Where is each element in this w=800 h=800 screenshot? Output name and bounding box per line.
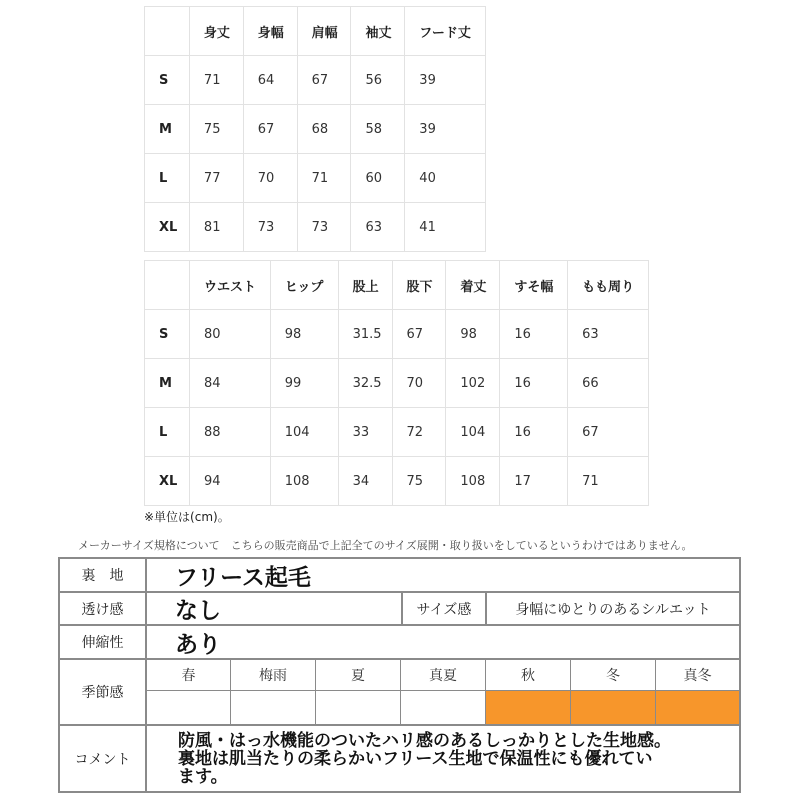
size-label: M: [145, 359, 190, 408]
table-cell: 60: [351, 154, 405, 203]
table-cell: 88: [189, 408, 270, 457]
table-cell: 68: [297, 105, 351, 154]
table-cell: 77: [189, 154, 243, 203]
fit-label: サイズ感: [416, 601, 472, 618]
table-cell: 104: [446, 408, 500, 457]
comment-line: 裏地は肌当たりの柔らかいフリース生地で保温性にも優れてい: [178, 749, 653, 769]
header-cell: [145, 261, 190, 310]
table-cell: 108: [270, 457, 338, 506]
header-cell: 着丈: [446, 261, 500, 310]
season-name-rainy: 梅雨: [259, 668, 287, 684]
season-mark-rainy: [231, 691, 315, 724]
table-cell: 104: [270, 408, 338, 457]
table-header-row: [145, 261, 649, 310]
top-size-table: [144, 6, 486, 252]
table-row: [145, 408, 649, 457]
table-cell: 31.5: [338, 310, 392, 359]
table-cell: 63: [351, 203, 405, 252]
table-cell: 98: [270, 310, 338, 359]
table-cell: 17: [500, 457, 568, 506]
table-row: [145, 359, 649, 408]
table-cell: 94: [189, 457, 270, 506]
table-row: [145, 203, 486, 252]
table-cell: 75: [189, 105, 243, 154]
table-cell: 66: [568, 359, 649, 408]
table-cell: 67: [392, 310, 446, 359]
table-cell: 39: [405, 56, 486, 105]
table-row: [145, 310, 649, 359]
size-label: XL: [145, 457, 190, 506]
table-cell: 16: [500, 408, 568, 457]
table-cell: 39: [405, 105, 486, 154]
header-cell: 身丈: [189, 7, 243, 56]
table-cell: 80: [189, 310, 270, 359]
header-cell: 股下: [392, 261, 446, 310]
table-cell: 71: [297, 154, 351, 203]
table-cell: 34: [338, 457, 392, 506]
season-mark-autumn: [486, 691, 570, 724]
table-cell: 70: [392, 359, 446, 408]
size-label: XL: [145, 203, 190, 252]
table-cell: 63: [568, 310, 649, 359]
season-name-autumn: 秋: [521, 668, 535, 684]
season-name-midsummer: 真夏: [429, 668, 457, 684]
header-cell: フード丈: [405, 7, 486, 56]
table-cell: 102: [446, 359, 500, 408]
season-name-summer: 夏: [351, 668, 365, 684]
season-mark-spring: [147, 691, 230, 724]
table-cell: 73: [243, 203, 297, 252]
table-cell: 73: [297, 203, 351, 252]
table-cell: 98: [446, 310, 500, 359]
header-cell: 袖丈: [351, 7, 405, 56]
season-mark-midwinter: [656, 691, 739, 724]
table-cell: 71: [568, 457, 649, 506]
header-cell: もも周り: [568, 261, 649, 310]
size-label: S: [145, 56, 190, 105]
table-cell: 67: [297, 56, 351, 105]
table-cell: 84: [189, 359, 270, 408]
table-cell: 33: [338, 408, 392, 457]
table-cell: 71: [189, 56, 243, 105]
table-cell: 16: [500, 359, 568, 408]
size-label: S: [145, 310, 190, 359]
season-name-spring: 春: [181, 668, 196, 684]
bottom-size-table: [144, 260, 649, 506]
header-cell: 股上: [338, 261, 392, 310]
sheer-label: 透け感: [81, 601, 124, 618]
table-cell: 81: [189, 203, 243, 252]
stretch-value: あり: [175, 631, 221, 658]
table-cell: 75: [392, 457, 446, 506]
season-mark-summer: [316, 691, 400, 724]
table-cell: 16: [500, 310, 568, 359]
table-cell: 58: [351, 105, 405, 154]
comment-line: 防風・はっ水機能のついたハリ感のあるしっかりとした生地感。: [178, 731, 671, 751]
header-cell: すそ幅: [500, 261, 568, 310]
sheer-value: なし: [175, 598, 221, 624]
table-cell: 99: [270, 359, 338, 408]
lining-value: フリース起毛: [175, 564, 311, 591]
comment-label: コメント: [74, 751, 131, 768]
stretch-label: 伸縮性: [81, 635, 124, 651]
season-mark-winter: [571, 691, 655, 724]
table-cell: 108: [446, 457, 500, 506]
table-cell: 72: [392, 408, 446, 457]
table-cell: 40: [405, 154, 486, 203]
table-row: [145, 154, 486, 203]
size-label: L: [145, 408, 190, 457]
size-label: M: [145, 105, 190, 154]
season-mark-midsummer: [401, 691, 485, 724]
fit-value: 身幅にゆとりのあるシルエット: [515, 601, 711, 618]
table-cell: 32.5: [338, 359, 392, 408]
table-cell: 56: [351, 56, 405, 105]
header-cell: 肩幅: [297, 7, 351, 56]
header-cell: ヒップ: [270, 261, 338, 310]
comment-text: [60, 726, 739, 791]
table-cell: 67: [568, 408, 649, 457]
season-name-midwinter: 真冬: [683, 668, 712, 684]
table-cell: 70: [243, 154, 297, 203]
table-cell: 41: [405, 203, 486, 252]
header-cell: 身幅: [243, 7, 297, 56]
maker-size-note: メーカーサイズ規格について こちらの販売商品で上記全てのサイズ展開・取り扱いをしているというわけではありません。: [78, 539, 693, 552]
table-row: [145, 105, 486, 154]
table-header-row: [145, 7, 486, 56]
header-cell: [145, 7, 190, 56]
unit-note: ※単位は(cm)。: [144, 510, 230, 524]
size-label: L: [145, 154, 190, 203]
season-label: 季節感: [81, 685, 124, 701]
header-cell: ウエスト: [189, 261, 270, 310]
table-row: [145, 457, 649, 506]
spec-table: [58, 557, 741, 793]
lining-label: 裏 地: [81, 568, 124, 584]
table-cell: 64: [243, 56, 297, 105]
comment-line: ます。: [178, 767, 228, 787]
table-cell: 67: [243, 105, 297, 154]
season-name-winter: 冬: [606, 668, 620, 684]
table-row: [145, 56, 486, 105]
